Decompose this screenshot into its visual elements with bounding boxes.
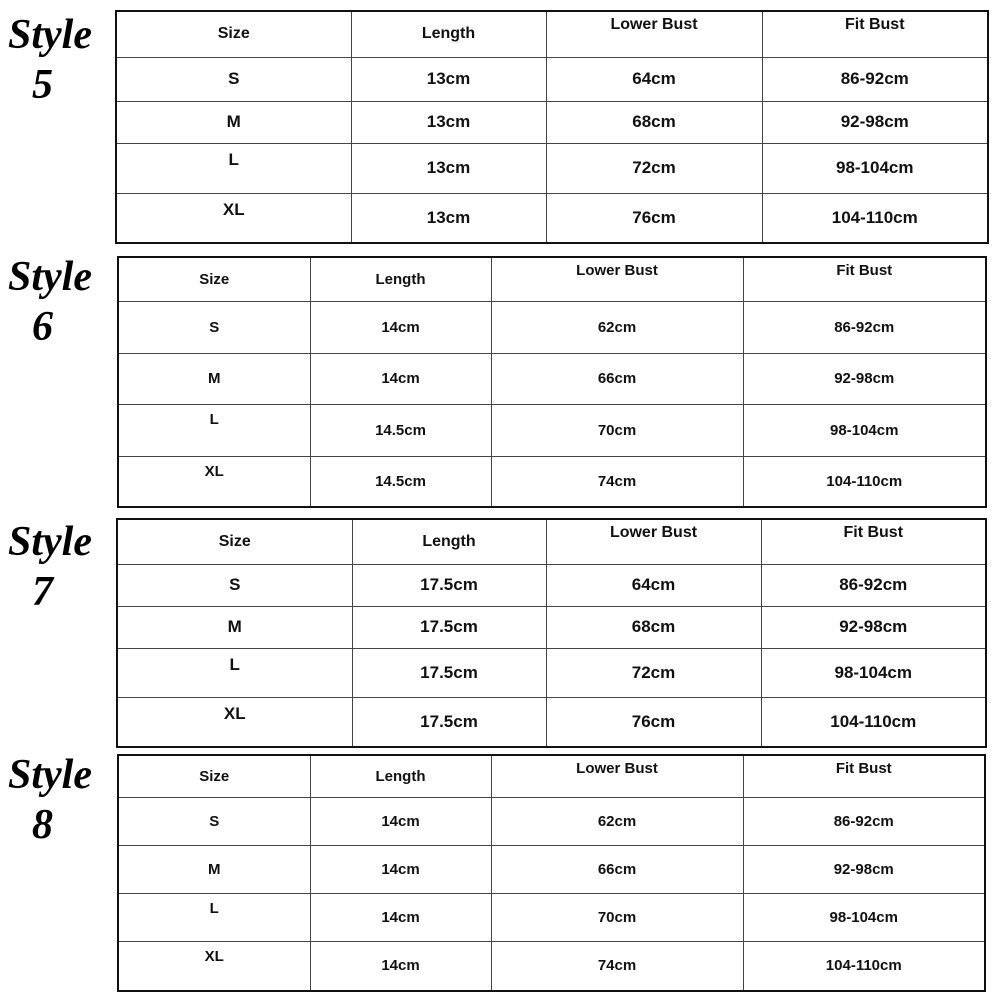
style-label-number: 8 xyxy=(32,802,53,848)
table-row xyxy=(118,456,986,507)
style-label-word: Style xyxy=(8,12,92,58)
cell-size: L xyxy=(117,648,352,697)
cell-fit-bust: 104-110cm xyxy=(743,941,985,991)
style-label-number: 7 xyxy=(32,569,53,615)
cell-size: S xyxy=(118,301,310,353)
header-length: Length xyxy=(351,11,546,57)
cell-length: 14cm xyxy=(310,941,491,991)
cell-fit-bust: 86-92cm xyxy=(762,57,988,101)
style-label xyxy=(8,10,92,110)
cell-lower-bust: 68cm xyxy=(546,606,761,648)
header-fit-bust: Fit Bust xyxy=(761,519,986,564)
cell-length: 14cm xyxy=(310,893,491,941)
style-label-number: 6 xyxy=(32,304,53,350)
table-row xyxy=(116,101,988,143)
cell-fit-bust: 98-104cm xyxy=(743,893,985,941)
size-chart-table xyxy=(117,256,987,508)
cell-size: S xyxy=(118,797,310,845)
table-header-row xyxy=(118,755,985,797)
cell-length: 17.5cm xyxy=(352,697,546,747)
cell-fit-bust: 86-92cm xyxy=(743,797,985,845)
cell-size: M xyxy=(116,101,351,143)
style-label xyxy=(8,517,92,617)
header-fit-bust: Fit Bust xyxy=(762,11,988,57)
style-label-word: Style xyxy=(8,254,92,300)
cell-fit-bust: 98-104cm xyxy=(761,648,986,697)
header-fit-bust: Fit Bust xyxy=(743,755,985,797)
cell-lower-bust: 70cm xyxy=(491,893,743,941)
cell-size: XL xyxy=(118,456,310,507)
header-fit-bust: Fit Bust xyxy=(743,257,986,301)
cell-lower-bust: 62cm xyxy=(491,301,743,353)
cell-fit-bust: 104-110cm xyxy=(743,456,986,507)
cell-length: 13cm xyxy=(351,143,546,193)
cell-size: M xyxy=(118,353,310,404)
cell-lower-bust: 76cm xyxy=(546,193,762,243)
style-label-word: Style xyxy=(8,752,92,798)
style-label xyxy=(8,750,92,850)
table-row xyxy=(118,797,985,845)
cell-length: 14cm xyxy=(310,797,491,845)
cell-lower-bust: 64cm xyxy=(546,57,762,101)
cell-size: M xyxy=(117,606,352,648)
cell-lower-bust: 66cm xyxy=(491,845,743,893)
table-row xyxy=(118,893,985,941)
cell-lower-bust: 74cm xyxy=(491,456,743,507)
cell-fit-bust: 98-104cm xyxy=(743,404,986,456)
size-chart-table xyxy=(117,754,986,992)
table-row xyxy=(117,648,986,697)
table-row xyxy=(117,606,986,648)
table-row xyxy=(118,404,986,456)
table-header-row xyxy=(118,257,986,301)
size-chart-table xyxy=(116,518,987,748)
cell-size: S xyxy=(116,57,351,101)
style-label xyxy=(8,252,92,352)
cell-fit-bust: 98-104cm xyxy=(762,143,988,193)
cell-fit-bust: 92-98cm xyxy=(743,845,985,893)
cell-length: 14.5cm xyxy=(310,404,491,456)
cell-lower-bust: 70cm xyxy=(491,404,743,456)
cell-lower-bust: 68cm xyxy=(546,101,762,143)
cell-lower-bust: 64cm xyxy=(546,564,761,606)
cell-fit-bust: 92-98cm xyxy=(743,353,986,404)
cell-length: 14.5cm xyxy=(310,456,491,507)
cell-length: 13cm xyxy=(351,101,546,143)
table-header-row xyxy=(116,11,988,57)
cell-fit-bust: 92-98cm xyxy=(761,606,986,648)
header-length: Length xyxy=(310,755,491,797)
style-label-number: 5 xyxy=(32,62,53,108)
table-row xyxy=(118,845,985,893)
table-row xyxy=(118,941,985,991)
cell-size: XL xyxy=(117,697,352,747)
header-length: Length xyxy=(352,519,546,564)
cell-size: XL xyxy=(118,941,310,991)
cell-lower-bust: 72cm xyxy=(546,648,761,697)
cell-length: 14cm xyxy=(310,301,491,353)
cell-size: L xyxy=(118,893,310,941)
cell-lower-bust: 76cm xyxy=(546,697,761,747)
cell-size: M xyxy=(118,845,310,893)
cell-length: 14cm xyxy=(310,845,491,893)
table-row xyxy=(117,697,986,747)
cell-fit-bust: 86-92cm xyxy=(761,564,986,606)
cell-length: 13cm xyxy=(351,193,546,243)
header-size: Size xyxy=(117,519,352,564)
cell-lower-bust: 74cm xyxy=(491,941,743,991)
header-lower-bust: Lower Bust xyxy=(546,11,762,57)
header-size: Size xyxy=(118,257,310,301)
cell-length: 13cm xyxy=(351,57,546,101)
cell-lower-bust: 66cm xyxy=(491,353,743,404)
header-size: Size xyxy=(118,755,310,797)
header-lower-bust: Lower Bust xyxy=(491,257,743,301)
table-row xyxy=(117,564,986,606)
table-row xyxy=(116,193,988,243)
cell-fit-bust: 92-98cm xyxy=(762,101,988,143)
cell-lower-bust: 62cm xyxy=(491,797,743,845)
cell-size: XL xyxy=(116,193,351,243)
table-row xyxy=(118,353,986,404)
cell-length: 17.5cm xyxy=(352,564,546,606)
header-length: Length xyxy=(310,257,491,301)
table-row xyxy=(116,57,988,101)
size-chart-table xyxy=(115,10,989,244)
cell-size: S xyxy=(117,564,352,606)
cell-fit-bust: 86-92cm xyxy=(743,301,986,353)
header-lower-bust: Lower Bust xyxy=(491,755,743,797)
style-label-word: Style xyxy=(8,519,92,565)
header-size: Size xyxy=(116,11,351,57)
cell-lower-bust: 72cm xyxy=(546,143,762,193)
cell-length: 14cm xyxy=(310,353,491,404)
table-row xyxy=(118,301,986,353)
cell-length: 17.5cm xyxy=(352,606,546,648)
table-header-row xyxy=(117,519,986,564)
cell-length: 17.5cm xyxy=(352,648,546,697)
cell-fit-bust: 104-110cm xyxy=(762,193,988,243)
cell-size: L xyxy=(116,143,351,193)
header-lower-bust: Lower Bust xyxy=(546,519,761,564)
table-row xyxy=(116,143,988,193)
cell-size: L xyxy=(118,404,310,456)
cell-fit-bust: 104-110cm xyxy=(761,697,986,747)
